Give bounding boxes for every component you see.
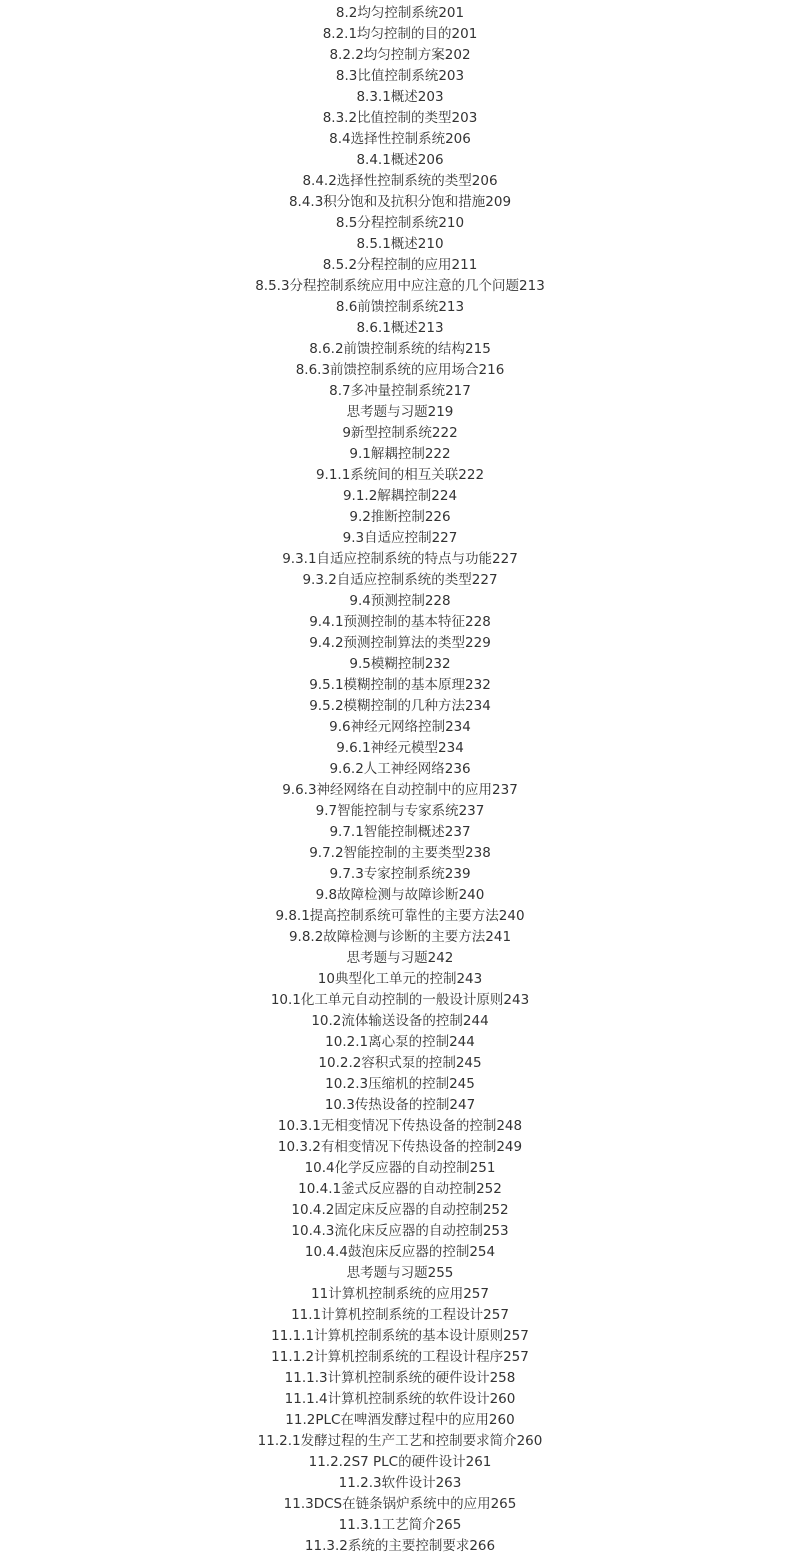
toc-entry: 10.4.1釜式反应器的自动控制252 bbox=[298, 1181, 502, 1197]
toc-entry: 9.6.3神经网络在自动控制中的应用237 bbox=[282, 782, 518, 798]
toc-entry: 10.4.4鼓泡床反应器的控制254 bbox=[304, 1244, 496, 1260]
toc-entry: 8.6前馈控制系统213 bbox=[335, 299, 465, 315]
toc-entry: 9.8.1提高控制系统可靠性的主要方法240 bbox=[275, 908, 525, 924]
toc-entry: 11.1.4计算机控制系统的软件设计260 bbox=[284, 1391, 516, 1407]
toc-entry: 9.8.2故障检测与诊断的主要方法241 bbox=[288, 929, 512, 945]
toc-entry: 11.3.1工艺简介265 bbox=[338, 1517, 462, 1533]
toc-entry: 10.2流体输送设备的控制244 bbox=[311, 1013, 489, 1029]
toc-entry: 9.5模糊控制232 bbox=[349, 656, 451, 672]
toc-entry: 10.3.2有相变情况下传热设备的控制249 bbox=[277, 1139, 523, 1155]
toc-entry: 8.2.2均匀控制方案202 bbox=[329, 47, 471, 63]
toc-entry: 11.1.3计算机控制系统的硬件设计258 bbox=[284, 1370, 516, 1386]
toc-entry: 10.3传热设备的控制247 bbox=[324, 1097, 476, 1113]
toc-entry: 9.5.1模糊控制的基本原理232 bbox=[309, 677, 491, 693]
toc-entry: 9.6.1神经元模型234 bbox=[336, 740, 464, 756]
toc-entry: 9.7.3专家控制系统239 bbox=[329, 866, 471, 882]
toc-entry: 10.2.1离心泵的控制244 bbox=[325, 1034, 475, 1050]
toc-entry: 思考题与习题242 bbox=[346, 950, 454, 966]
toc-entry: 11.1计算机控制系统的工程设计257 bbox=[291, 1307, 509, 1323]
toc-entry: 10.2.3压缩机的控制245 bbox=[325, 1076, 475, 1092]
toc-entry: 11.2.1发酵过程的生产工艺和控制要求简介260 bbox=[257, 1433, 543, 1449]
toc-entry: 8.5.2分程控制的应用211 bbox=[322, 257, 478, 273]
toc-entry: 9.1.2解耦控制224 bbox=[342, 488, 458, 504]
toc-entry: 8.5.3分程控制系统应用中应注意的几个问题213 bbox=[255, 278, 545, 294]
toc-entry: 9.1解耦控制222 bbox=[349, 446, 451, 462]
toc-entry: 8.6.1概述213 bbox=[356, 320, 444, 336]
toc-entry: 8.5.1概述210 bbox=[356, 236, 444, 252]
toc-entry: 8.3.2比值控制的类型203 bbox=[322, 110, 478, 126]
toc-entry: 9.1.1系统间的相互关联222 bbox=[315, 467, 485, 483]
toc-entry: 10.4化学反应器的自动控制251 bbox=[304, 1160, 496, 1176]
toc-entry: 10.4.2固定床反应器的自动控制252 bbox=[291, 1202, 509, 1218]
toc-entry: 9.3.2自适应控制系统的类型227 bbox=[302, 572, 498, 588]
toc-entry: 10.2.2容积式泵的控制245 bbox=[318, 1055, 482, 1071]
toc-entry: 9.7智能控制与专家系统237 bbox=[315, 803, 485, 819]
toc-entry: 9.3.1自适应控制系统的特点与功能227 bbox=[282, 551, 518, 567]
toc-entry: 9.3自适应控制227 bbox=[342, 530, 458, 546]
toc-entry: 9新型控制系统222 bbox=[342, 425, 458, 441]
toc-entry: 11计算机控制系统的应用257 bbox=[311, 1286, 489, 1302]
toc-entry: 8.2.1均匀控制的目的201 bbox=[322, 26, 478, 42]
toc-entry: 11.2PLC在啤酒发酵过程中的应用260 bbox=[285, 1412, 515, 1428]
toc-entry: 10典型化工单元的控制243 bbox=[317, 971, 483, 987]
toc-entry: 11.2.3软件设计263 bbox=[338, 1475, 462, 1491]
table-of-contents bbox=[0, 3, 800, 1557]
toc-entry: 10.1化工单元自动控制的一般设计原则243 bbox=[270, 992, 530, 1008]
toc-entry: 11.2.2S7 PLC的硬件设计261 bbox=[308, 1454, 492, 1470]
toc-entry: 10.4.3流化床反应器的自动控制253 bbox=[291, 1223, 509, 1239]
toc-entry: 11.3.2系统的主要控制要求266 bbox=[304, 1538, 496, 1554]
toc-entry: 9.7.1智能控制概述237 bbox=[329, 824, 471, 840]
toc-entry: 思考题与习题255 bbox=[346, 1265, 454, 1281]
toc-entry: 8.5分程控制系统210 bbox=[335, 215, 465, 231]
toc-entry: 8.4.3积分饱和及抗积分饱和措施209 bbox=[288, 194, 512, 210]
toc-entry: 思考题与习题219 bbox=[346, 404, 454, 420]
toc-entry: 8.4.1概述206 bbox=[356, 152, 444, 168]
toc-entry: 9.4.1预测控制的基本特征228 bbox=[309, 614, 491, 630]
toc-entry: 9.7.2智能控制的主要类型238 bbox=[309, 845, 491, 861]
toc-entry: 8.6.3前馈控制系统的应用场合216 bbox=[295, 362, 505, 378]
toc-entry: 8.6.2前馈控制系统的结构215 bbox=[309, 341, 491, 357]
toc-entry: 11.1.2计算机控制系统的工程设计程序257 bbox=[271, 1349, 529, 1365]
toc-entry: 9.4预测控制228 bbox=[349, 593, 451, 609]
toc-entry: 11.1.1计算机控制系统的基本设计原则257 bbox=[271, 1328, 529, 1344]
toc-entry: 11.3DCS在链条锅炉系统中的应用265 bbox=[283, 1496, 517, 1512]
toc-entry: 8.4选择性控制系统206 bbox=[329, 131, 471, 147]
toc-entry: 9.2推断控制226 bbox=[349, 509, 451, 525]
toc-entry: 8.2均匀控制系统201 bbox=[335, 5, 465, 21]
toc-entry: 9.4.2预测控制算法的类型229 bbox=[309, 635, 491, 651]
toc-entry: 9.8故障检测与故障诊断240 bbox=[315, 887, 485, 903]
toc-entry: 10.3.1无相变情况下传热设备的控制248 bbox=[277, 1118, 523, 1134]
toc-entry: 8.3.1概述203 bbox=[356, 89, 444, 105]
toc-entry: 8.3比值控制系统203 bbox=[335, 68, 465, 84]
toc-entry: 9.6神经元网络控制234 bbox=[329, 719, 471, 735]
toc-entry: 9.6.2人工神经网络236 bbox=[329, 761, 471, 777]
toc-entry: 9.5.2模糊控制的几种方法234 bbox=[309, 698, 491, 714]
toc-entry: 8.4.2选择性控制系统的类型206 bbox=[302, 173, 498, 189]
toc-entry: 8.7多冲量控制系统217 bbox=[329, 383, 471, 399]
